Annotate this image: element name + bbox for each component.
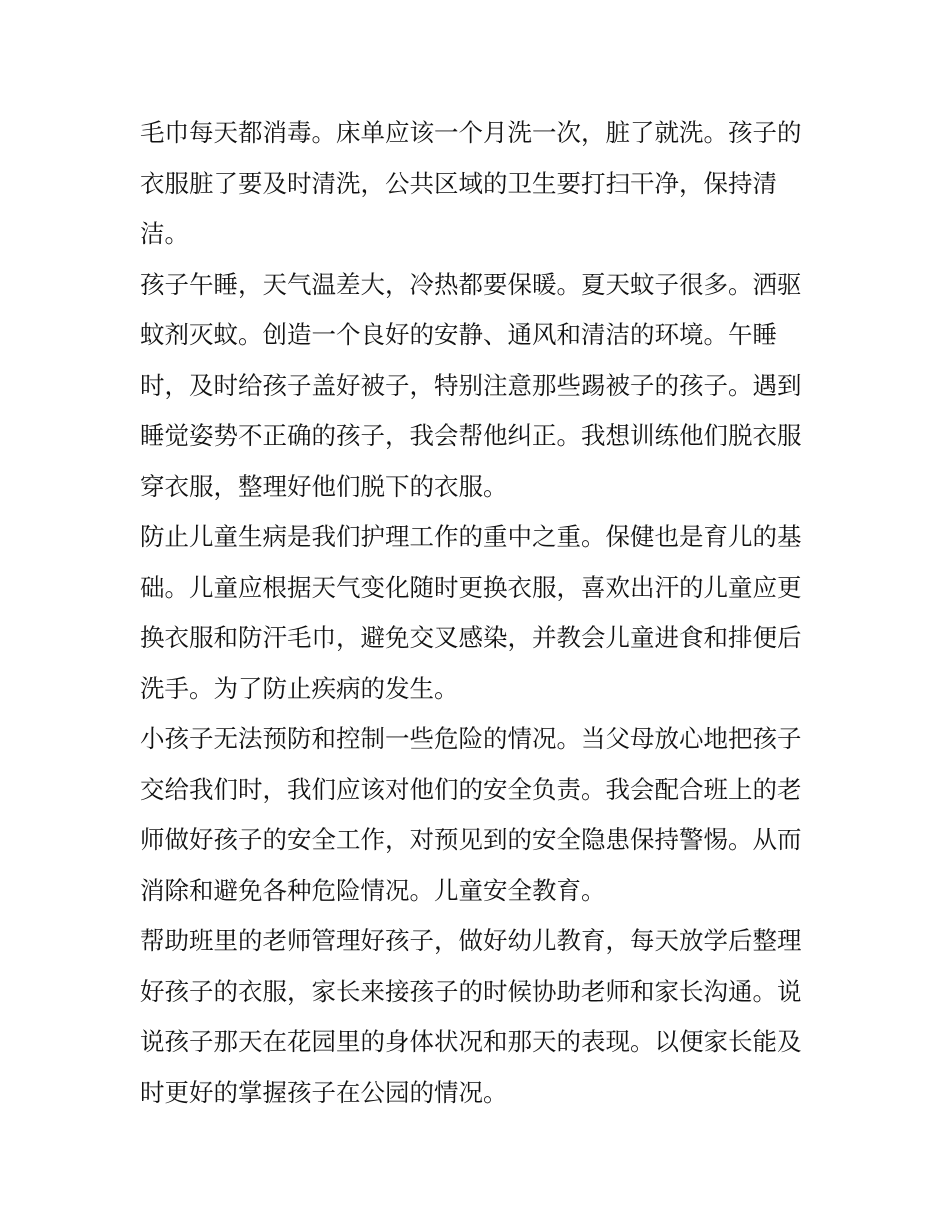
text-line: 帮助班里的老师管理好孩子，做好幼儿教育，每天放学后整理 — [140, 926, 802, 955]
paragraph-health — [140, 512, 820, 714]
text-line: 穿衣服，整理好他们脱下的衣服。 — [140, 471, 508, 501]
text-line: 洁。 — [140, 219, 189, 248]
text-line: 础。儿童应根据天气变化随时更换衣服，喜欢出汗的儿童应更 — [140, 572, 802, 602]
text-line: 睡觉姿势不正确的孩子，我会帮他纠正。我想训练他们脱衣服 — [140, 421, 802, 450]
text-line: 好孩子的衣服，家长来接孩子的时候协助老师和家长沟通。说 — [140, 976, 802, 1006]
text-line: 蚊剂灭蚊。创造一个良好的安静、通风和清洁的环境。午睡 — [140, 320, 777, 349]
paragraph-nap — [140, 260, 820, 513]
text-line: 洗手。为了防止疾病的发生。 — [140, 673, 459, 703]
text-line: 交给我们时，我们应该对他们的安全负责。我会配合班上的老 — [140, 774, 802, 804]
text-line: 师做好孩子的安全工作，对预见到的安全隐患保持警惕。从而 — [140, 825, 802, 854]
text-line: 时更好的掌握孩子在公园的情况。 — [140, 1077, 508, 1107]
paragraph-hygiene — [140, 108, 820, 260]
text-line: 防止儿童生病是我们护理工作的重中之重。保健也是育儿的基 — [140, 522, 802, 551]
text-line: 孩子午睡，天气温差大，冷热都要保暖。夏天蚊子很多。洒驱 — [140, 269, 802, 299]
text-line: 说孩子那天在花园里的身体状况和那天的表现。以便家长能及 — [140, 1027, 802, 1056]
paragraph-teacher-assist — [140, 916, 820, 1118]
text-line: 消除和避免各种危险情况。儿童安全教育。 — [140, 875, 606, 905]
document-body — [140, 108, 820, 1118]
text-line: 小孩子无法预防和控制一些危险的情况。当父母放心地把孩子 — [140, 724, 802, 753]
text-line: 换衣服和防汗毛巾，避免交叉感染，并教会儿童进食和排便后 — [140, 623, 802, 652]
text-line: 衣服脏了要及时清洗，公共区域的卫生要打扫干净，保持清 — [140, 168, 777, 198]
paragraph-safety — [140, 714, 820, 916]
text-line: 毛巾每天都消毒。床单应该一个月洗一次，脏了就洗。孩子的 — [140, 118, 802, 147]
text-line: 时，及时给孩子盖好被子，特别注意那些踢被子的孩子。遇到 — [140, 370, 802, 400]
